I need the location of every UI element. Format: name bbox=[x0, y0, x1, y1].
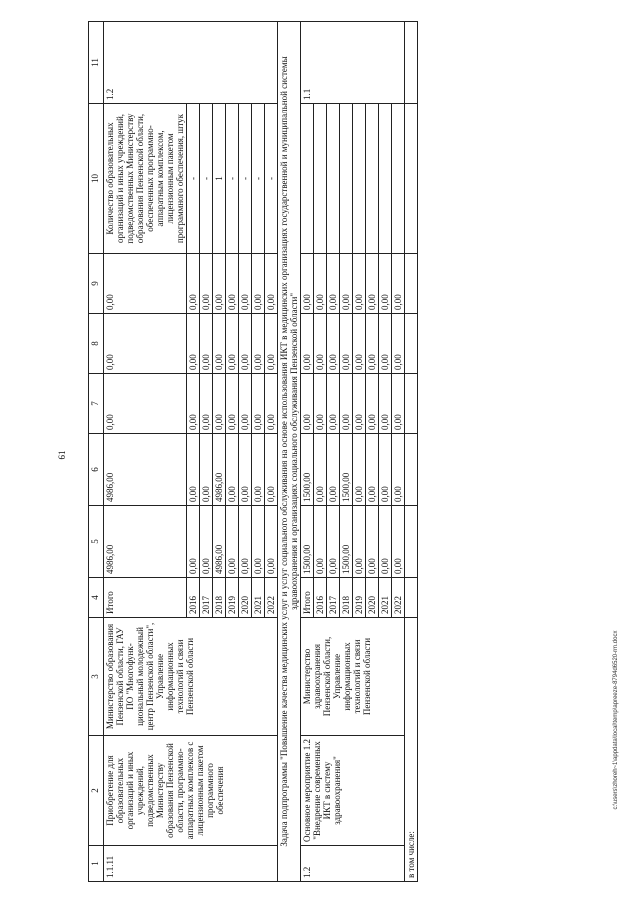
value-cell: 0,00 bbox=[213, 254, 226, 314]
value-cell: 0,00 bbox=[200, 374, 213, 434]
year-cell: 2017 bbox=[200, 578, 213, 618]
value-cell: 0,00 bbox=[239, 254, 252, 314]
table-row bbox=[104, 22, 187, 882]
row-executor: Министерство здравоохранения Пензенской области, Управление информационных технологий и связи Пензенской области bbox=[301, 618, 405, 736]
value-cell: 0,00 bbox=[104, 374, 187, 434]
value-cell: 0,00 bbox=[226, 314, 239, 374]
header-cell: 5 bbox=[89, 506, 104, 578]
indicator-value: 1 bbox=[213, 104, 226, 254]
year-cell: 2022 bbox=[392, 578, 405, 618]
indicator-value bbox=[340, 104, 353, 254]
value-cell: 0,00 bbox=[366, 434, 379, 506]
value-cell: 0,00 bbox=[353, 314, 366, 374]
value-cell: 0,00 bbox=[353, 506, 366, 578]
header-cell: 11 bbox=[89, 22, 104, 104]
value-cell: 0,00 bbox=[392, 434, 405, 506]
value-cell: 0,00 bbox=[187, 434, 200, 506]
total-row bbox=[405, 22, 418, 882]
year-cell: 2018 bbox=[340, 578, 353, 618]
value-cell: 0,00 bbox=[314, 506, 327, 578]
value-cell: 0,00 bbox=[327, 506, 340, 578]
ref-cell: 1.1 bbox=[301, 22, 405, 104]
header-cell: 7 bbox=[89, 374, 104, 434]
header-number-row bbox=[89, 22, 104, 882]
value-cell: 0,00 bbox=[340, 374, 353, 434]
ref-cell: 1.2 bbox=[104, 22, 278, 104]
indicator-value: - bbox=[187, 104, 200, 254]
value-cell: 0,00 bbox=[392, 506, 405, 578]
value-cell: 0,00 bbox=[366, 314, 379, 374]
value-cell: 0,00 bbox=[392, 374, 405, 434]
year-cell: 2022 bbox=[265, 578, 278, 618]
empty-cell bbox=[405, 22, 418, 104]
indicator-value bbox=[353, 104, 366, 254]
indicator-value: - bbox=[239, 104, 252, 254]
indicator-value bbox=[314, 104, 327, 254]
empty-cell bbox=[405, 434, 418, 506]
value-cell: 0,00 bbox=[187, 254, 200, 314]
year-cell: Итого bbox=[301, 578, 314, 618]
year-cell: 2019 bbox=[226, 578, 239, 618]
empty-cell bbox=[405, 314, 418, 374]
value-cell: 0,00 bbox=[301, 374, 314, 434]
value-cell: 0,00 bbox=[104, 314, 187, 374]
value-cell: 0,00 bbox=[187, 374, 200, 434]
value-cell: 0,00 bbox=[200, 254, 213, 314]
value-cell: 0,00 bbox=[340, 254, 353, 314]
value-cell: 0,00 bbox=[239, 434, 252, 506]
empty-cell bbox=[405, 578, 418, 618]
value-cell: 1500,00 bbox=[301, 506, 314, 578]
indicator-value bbox=[366, 104, 379, 254]
year-cell: 2017 bbox=[327, 578, 340, 618]
header-cell: 6 bbox=[89, 434, 104, 506]
value-cell: 0,00 bbox=[366, 254, 379, 314]
program-table bbox=[88, 21, 418, 882]
indicator-value bbox=[327, 104, 340, 254]
value-cell: 0,00 bbox=[392, 314, 405, 374]
value-cell: 0,00 bbox=[301, 254, 314, 314]
indicator-value: - bbox=[226, 104, 239, 254]
value-cell: 4986,00 bbox=[213, 434, 226, 506]
page-number: 61 bbox=[57, 450, 67, 460]
rotated-table-block bbox=[88, 22, 598, 882]
value-cell: 0,00 bbox=[187, 314, 200, 374]
value-cell: 0,00 bbox=[226, 374, 239, 434]
value-cell: 0,00 bbox=[314, 254, 327, 314]
header-cell: 9 bbox=[89, 254, 104, 314]
value-cell: 4986,00 bbox=[104, 434, 187, 506]
task-row bbox=[278, 22, 301, 882]
value-cell: 0,00 bbox=[379, 374, 392, 434]
table-row bbox=[301, 22, 314, 882]
value-cell: 0,00 bbox=[379, 314, 392, 374]
empty-cell bbox=[405, 374, 418, 434]
indicator-value bbox=[379, 104, 392, 254]
value-cell: 0,00 bbox=[327, 374, 340, 434]
value-cell: 1500,00 bbox=[340, 506, 353, 578]
value-cell: 0,00 bbox=[353, 434, 366, 506]
including-label: в том числе: bbox=[405, 618, 418, 882]
value-cell: 0,00 bbox=[213, 374, 226, 434]
year-cell: 2021 bbox=[379, 578, 392, 618]
subprogram-task: Задача подпрограммы "Повышение качества медицинских услуг и услуг социального обслуживания на основе использования ИКТ в медицинских организациях государственной и муниципальной системы здравоохранения и организациях социального обслуживания Пензенской области" bbox=[278, 22, 301, 882]
year-cell: 2020 bbox=[366, 578, 379, 618]
value-cell: 0,00 bbox=[314, 374, 327, 434]
value-cell: 0,00 bbox=[239, 506, 252, 578]
value-cell: 0,00 bbox=[379, 254, 392, 314]
value-cell: 0,00 bbox=[327, 434, 340, 506]
value-cell: 0,00 bbox=[327, 254, 340, 314]
value-cell: 4986,00 bbox=[213, 506, 226, 578]
indicator-value: - bbox=[265, 104, 278, 254]
value-cell: 0,00 bbox=[252, 506, 265, 578]
value-cell: 0,00 bbox=[239, 374, 252, 434]
value-cell: 0,00 bbox=[252, 374, 265, 434]
value-cell: 1500,00 bbox=[301, 434, 314, 506]
value-cell: 0,00 bbox=[252, 434, 265, 506]
value-cell: 0,00 bbox=[265, 374, 278, 434]
value-cell: 0,00 bbox=[366, 374, 379, 434]
value-cell: 0,00 bbox=[301, 314, 314, 374]
value-cell: 0,00 bbox=[314, 434, 327, 506]
value-cell: 0,00 bbox=[392, 254, 405, 314]
empty-cell bbox=[405, 254, 418, 314]
value-cell: 0,00 bbox=[366, 506, 379, 578]
value-cell: 0,00 bbox=[252, 314, 265, 374]
row-id: 1.2 bbox=[301, 846, 405, 882]
value-cell: 0,00 bbox=[226, 254, 239, 314]
value-cell: 4986,00 bbox=[104, 506, 187, 578]
indicator-value bbox=[392, 104, 405, 254]
value-cell: 0,00 bbox=[379, 434, 392, 506]
year-cell: 2019 bbox=[353, 578, 366, 618]
header-cell: 2 bbox=[89, 736, 104, 846]
indicator-value: - bbox=[252, 104, 265, 254]
indicator-text: Количество образовательных организаций и иных учреждений, подведомственных Министерству образования Пензенской области, обеспеченных программно-аппаратным комплексом, лицензионным пакетом программного обеспечения, штук bbox=[104, 104, 187, 254]
value-cell: 0,00 bbox=[104, 254, 187, 314]
year-cell: Итого bbox=[104, 578, 187, 618]
header-cell: 10 bbox=[89, 104, 104, 254]
value-cell: 0,00 bbox=[213, 314, 226, 374]
row-name: Основное мероприятие 1.2 "Внедрение современных ИКТ в систему здравоохранения" bbox=[301, 736, 405, 846]
value-cell: 0,00 bbox=[353, 254, 366, 314]
empty-cell bbox=[405, 104, 418, 254]
value-cell: 0,00 bbox=[265, 434, 278, 506]
year-cell: 2018 bbox=[213, 578, 226, 618]
header-cell: 4 bbox=[89, 578, 104, 618]
value-cell: 0,00 bbox=[379, 506, 392, 578]
value-cell: 0,00 bbox=[252, 254, 265, 314]
indicator-value: - bbox=[200, 104, 213, 254]
value-cell: 0,00 bbox=[265, 506, 278, 578]
file-path-footer: c:\users\zhoreh~1\appdata\local\temp\apreeze-8794d6520-rm.docx bbox=[613, 630, 619, 810]
year-cell: 2016 bbox=[314, 578, 327, 618]
value-cell: 0,00 bbox=[200, 314, 213, 374]
row-name: Приобретение для образовательных организаций и иных учреждений, подведомственных Министерству образования Пензенской области, программно-аппаратных комплексов с лицензионным пакетом программного обеспечения bbox=[104, 736, 278, 846]
value-cell: 0,00 bbox=[226, 506, 239, 578]
header-cell: 3 bbox=[89, 618, 104, 736]
value-cell: 1500,00 bbox=[340, 434, 353, 506]
row-executor: Министерство образования Пензенской области, ГАУ ПО "Многофунк-циональный молодежный центр Пензенской области", Управление информационных технологий и связи Пензенской области bbox=[104, 618, 278, 736]
row-id: 1.1.11 bbox=[104, 846, 278, 882]
value-cell: 0,00 bbox=[239, 314, 252, 374]
value-cell: 0,00 bbox=[200, 506, 213, 578]
value-cell: 0,00 bbox=[340, 314, 353, 374]
year-cell: 2020 bbox=[239, 578, 252, 618]
year-cell: 2021 bbox=[252, 578, 265, 618]
indicator-text bbox=[301, 104, 314, 254]
year-cell: 2016 bbox=[187, 578, 200, 618]
value-cell: 0,00 bbox=[226, 434, 239, 506]
value-cell: 0,00 bbox=[187, 506, 200, 578]
value-cell: 0,00 bbox=[265, 254, 278, 314]
value-cell: 0,00 bbox=[314, 314, 327, 374]
value-cell: 0,00 bbox=[353, 374, 366, 434]
header-cell: 8 bbox=[89, 314, 104, 374]
value-cell: 0,00 bbox=[327, 314, 340, 374]
value-cell: 0,00 bbox=[200, 434, 213, 506]
value-cell: 0,00 bbox=[265, 314, 278, 374]
empty-cell bbox=[405, 506, 418, 578]
header-cell: 1 bbox=[89, 846, 104, 882]
